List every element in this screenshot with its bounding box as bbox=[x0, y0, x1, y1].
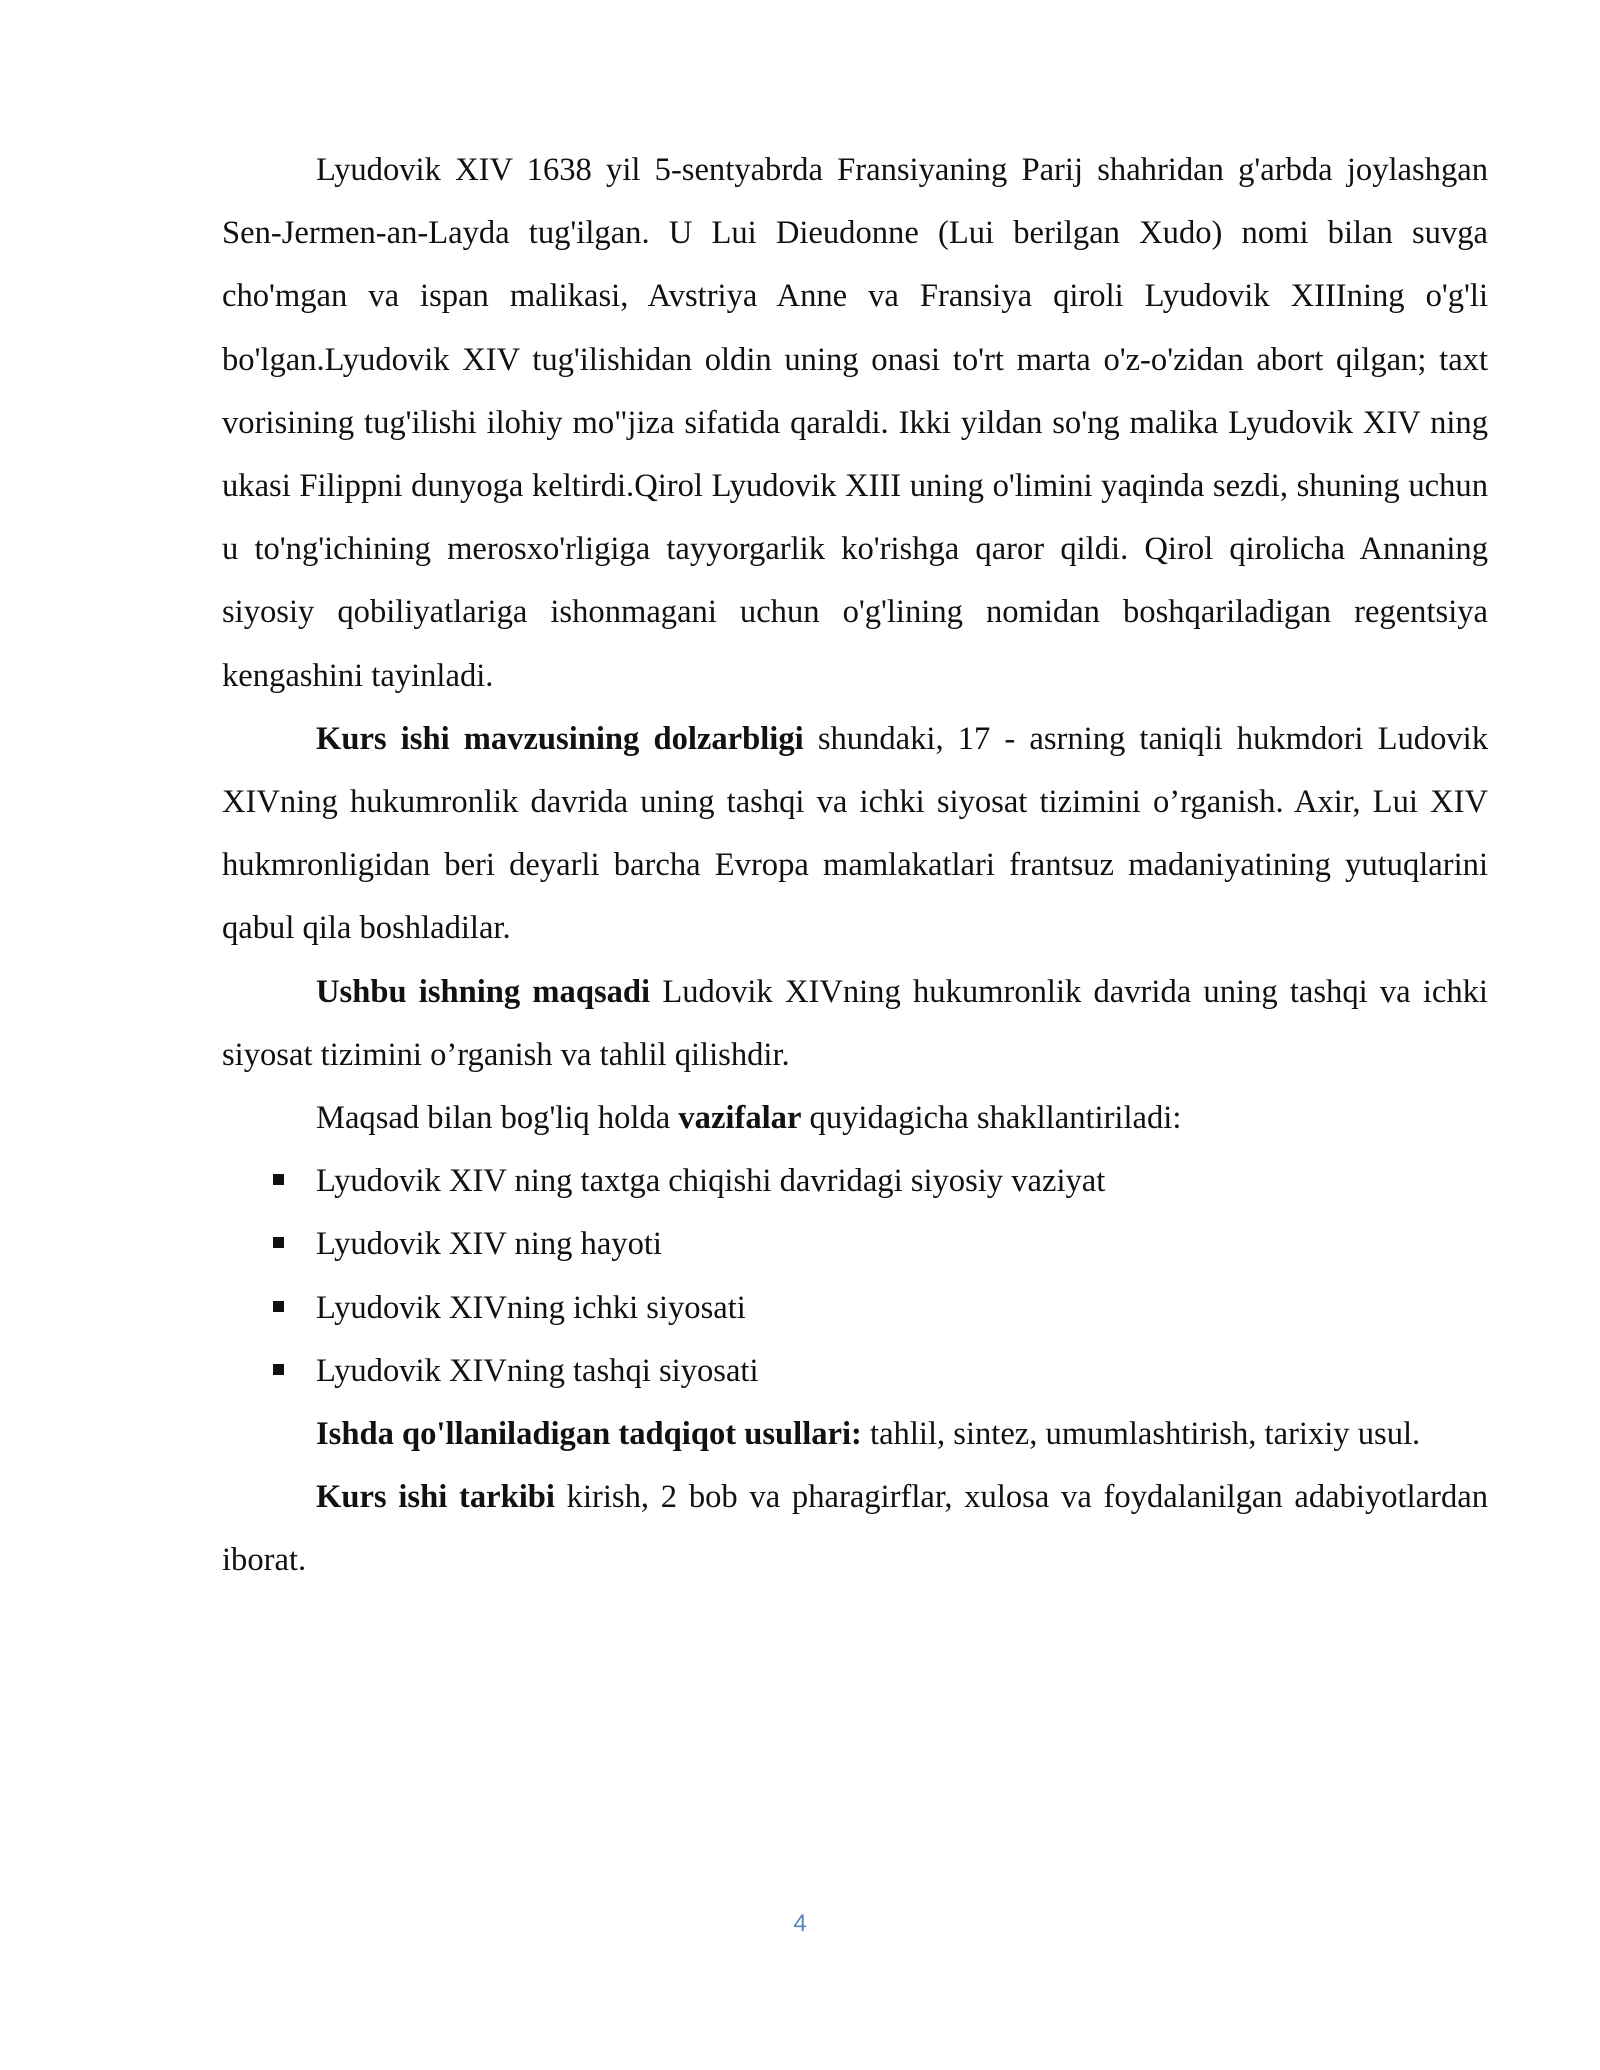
task-text: Lyudovik XIV ning hayoti bbox=[316, 1226, 662, 1263]
paragraph-intro: Lyudovik XIV 1638 yil 5-sentyabrda Fransiyaning Parij shahridan g'arbda joylashgan Sen-Jermen-an-Layda tug'ilgan. U Lui Dieudonne (Lui berilgan Xudo) nomi bilan suvga cho'mgan va ispan malikasi, Avstriya Anne va Fransiya qiroli Lyudovik XIIIning o'g'li bo'lgan.Lyudovik XIV tug'ilishidan oldin uning onasi to'rt marta o'z-o'zidan abort qilgan; taxt vorisining tug'ilishi ilohiy mo"jiza sifatida qaraldi. Ikki yildan so'ng malika Lyudovik XIV ning ukasi Filippni dunyoga keltirdi.Qirol Lyudovik XIII uning o'limini yaqinda sezdi, shuning uchun u to'ng'ichining merosxo'rligiga tayyorgarlik ko'rishga qaror qildi. Qirol qirolicha Annaning siyosiy qobiliyatlariga ishonmagani uchun o'g'lining nomidan boshqariladigan regentsiya kengashini tayinladi. bbox=[222, 152, 1488, 694]
square-bullet-icon bbox=[273, 1301, 284, 1312]
paragraph-methods bbox=[222, 1403, 1488, 1466]
square-bullet-icon bbox=[273, 1364, 284, 1375]
methods-text: tahlil, sintez, umumlashtirish, tarixiy usul. bbox=[861, 1416, 1421, 1453]
paragraph-aim bbox=[222, 961, 1488, 1087]
list-item bbox=[222, 1277, 1488, 1340]
task-text: Lyudovik XIVning ichki siyosati bbox=[316, 1289, 746, 1326]
list-item bbox=[222, 1213, 1488, 1276]
tasks-list bbox=[222, 1150, 1488, 1403]
structure-heading: Kurs ishi tarkibi bbox=[316, 1479, 555, 1516]
tasks-intro-before: Maqsad bilan bog'liq holda bbox=[316, 1100, 679, 1137]
methods-heading: Ishda qo'llaniladigan tadqiqot usullari: bbox=[316, 1416, 862, 1453]
list-item bbox=[222, 1340, 1488, 1403]
paragraph-tasks-intro bbox=[222, 1087, 1488, 1150]
relevance-heading: Kurs ishi mavzusining dolzarbligi bbox=[316, 720, 804, 757]
list-item bbox=[222, 1150, 1488, 1213]
relevance-text: shundaki, 17 - asrning taniqli hukmdori Ludovik XIVning hukumronlik davrida uning tashqi va ichki siyosat tizimini o’rganish. Axir, Lui XIV hukmronligidan beri deyarli barcha Evropa mamlakatlari frantsuz madaniyatining yutuqlarini qabul qila boshladilar. bbox=[222, 720, 1488, 947]
page-number: 4 bbox=[793, 1910, 807, 1937]
paragraph-relevance bbox=[222, 708, 1488, 961]
square-bullet-icon bbox=[273, 1237, 284, 1248]
square-bullet-icon bbox=[273, 1174, 284, 1185]
body-text bbox=[222, 139, 1488, 1593]
tasks-intro-after: quyidagicha shakllantiriladi: bbox=[801, 1100, 1182, 1137]
paragraph-structure bbox=[222, 1466, 1488, 1592]
aim-text: Ludovik XIVning hukumronlik davrida uning tashqi va ichki siyosat tizimini o’rganish va tahlil qilishdir. bbox=[222, 973, 1488, 1073]
aim-heading: Ushbu ishning maqsadi bbox=[316, 973, 651, 1010]
structure-text: kirish, 2 bob va pharagirflar, xulosa va foydalanilgan adabiyotlardan iborat. bbox=[222, 1479, 1488, 1579]
tasks-heading: vazifalar bbox=[678, 1100, 802, 1137]
task-text: Lyudovik XIVning tashqi siyosati bbox=[316, 1352, 759, 1389]
task-text: Lyudovik XIV ning taxtga chiqishi davridagi siyosiy vaziyat bbox=[316, 1163, 1106, 1200]
